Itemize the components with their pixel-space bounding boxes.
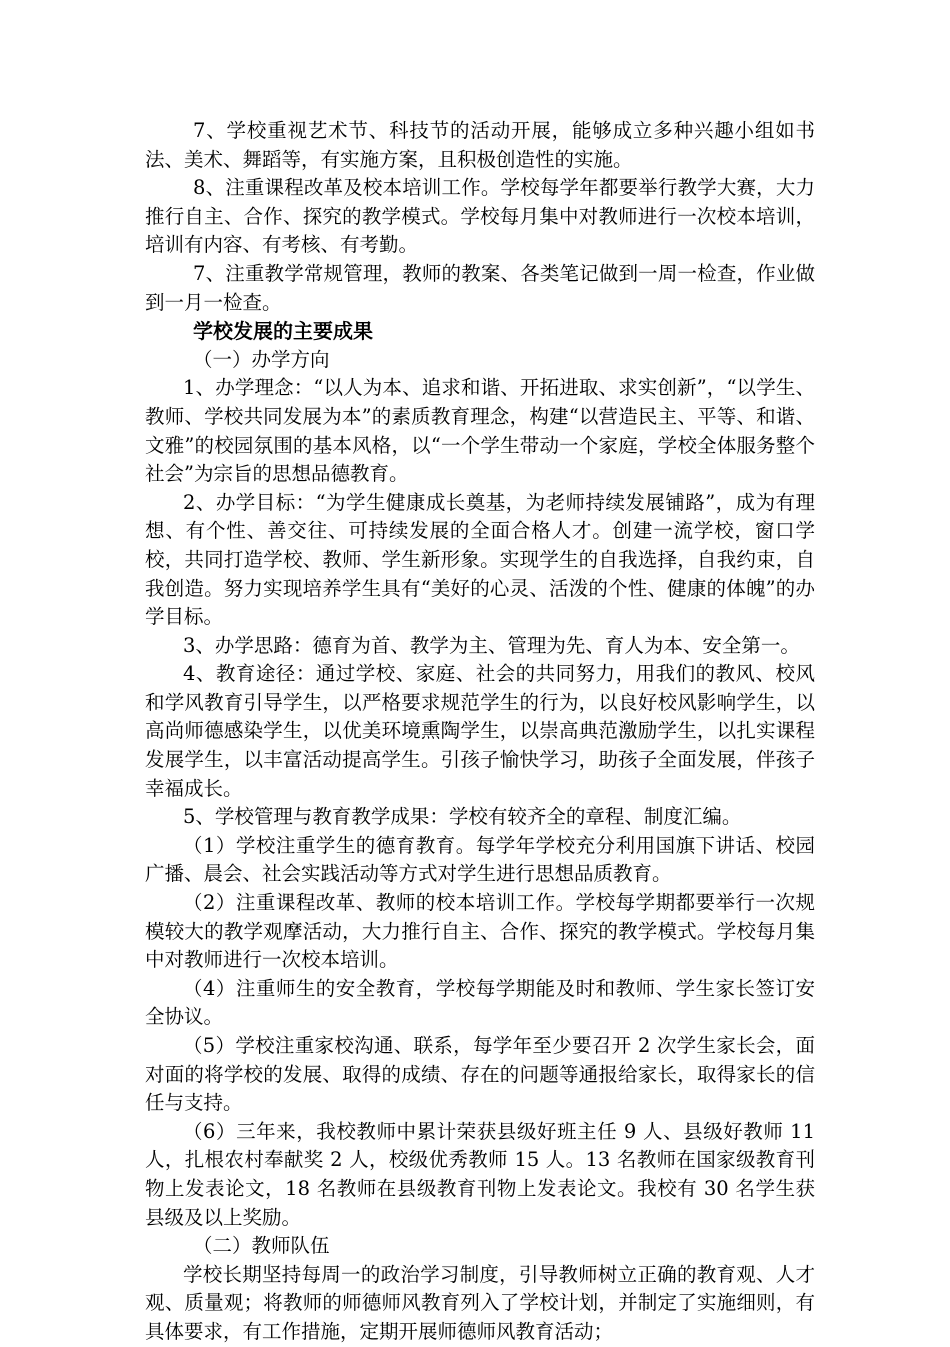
document-body bbox=[145, 117, 815, 1347]
paragraph-management: 5、学校管理与教育教学成果：学校有较齐全的章程、制度汇编。 bbox=[183, 805, 742, 829]
paragraph-goals: 2、办学目标：“为学生健康成长奠基，为老师持续发展铺路”，成为有理想、有个性、善交往、可持续发展的全面合格人才。创建一流学校，窗口学校，共同打造学校、教师、学生新形象。实现学生的自我选择，自我约束，自我创造。努力实现培养学生具有“美好的心灵、活泼的个性、健康的体魄”的办学目标。 bbox=[145, 490, 815, 629]
paragraph-approach: 3、办学思路：德育为首、教学为主、管理为先、育人为本、安全第一。 bbox=[183, 633, 800, 657]
paragraph-art-festival: 7、学校重视艺术节、科技节的活动开展，能够成立多种兴趣小组如书法、美术、舞蹈等，有实施方案，且积极创造性的实施。 bbox=[145, 119, 815, 171]
paragraph-home-school: （5）学校注重家校沟通、联系，每学年至少要召开 2 次学生家长会，面对面的将学校的发展、取得的成绩、存在的问题等通报给家长，取得家长的信任与支持。 bbox=[145, 1034, 815, 1115]
paragraph-philosophy: 1、办学理念：“以人为本、追求和谐、开拓进取、求实创新”，“以学生、教师、学校共同发展为本”的素质教育理念，构建“以营造民主、平等、和谐、文雅”的校园氛围的基本风格，以“一个学生带动一个家庭，学校全体服务整个社会”为宗旨的思想品德教育。 bbox=[145, 376, 815, 486]
paragraph-teaching-routine: 7、注重教学常规管理，教师的教案、各类笔记做到一周一检查，作业做到一月一检查。 bbox=[145, 261, 815, 314]
paragraph-achievements: （6）三年来，我校教师中累计荣获县级好班主任 9 人、县级好教师 11 人，扎根农村奉献奖 2 人，校级优秀教师 15 人。13 名教师在国家级教育刊物上发表论文，18 名教师在县级教育刊物上发表论文。我校有 30 名学生获县级及以上奖励。 bbox=[145, 1119, 815, 1229]
paragraph-curriculum-reform: 8、注重课程改革及校本培训工作。学校每学年都要举行教学大赛，大力推行自主、合作、探究的教学模式。学校每月集中对教师进行一次校本培训，培训有内容、有考核、有考勤。 bbox=[145, 176, 815, 257]
paragraph-moral-education: （1）学校注重学生的德育教育。每学年学校充分利用国旗下讲话、校园广播、晨会、社会实践活动等方式对学生进行思想品质教育。 bbox=[145, 833, 815, 886]
subheading-teachers: （二）教师队伍 bbox=[193, 1234, 330, 1258]
paragraph-teacher-study: 学校长期坚持每周一的政治学习制度，引导教师树立正确的教育观、人才观、质量观；将教师的师德师风教育列入了学校计划，并制定了实施细则，有具体要求，有工作措施，定期开展师德师风教育活动； bbox=[145, 1262, 815, 1343]
paragraph-safety: （4）注重师生的安全教育，学校每学期能及时和教师、学生家长签订安全协议。 bbox=[145, 976, 815, 1029]
paragraph-education-path: 4、教育途径：通过学校、家庭、社会的共同努力，用我们的教风、校风和学风教育引导学生，以严格要求规范学生的行为，以良好校风影响学生，以高尚师德感染学生，以优美环境熏陶学生，以崇高典范激励学生，以扎实课程发展学生，以丰富活动提高学生。引孩子愉快学习，助孩子全面发展，伴孩子幸福成长。 bbox=[145, 662, 815, 800]
paragraph-course-reform: （2）注重课程改革、教师的校本培训工作。学校每学期都要举行一次规模较大的教学观摩活动，大力推行自主、合作、探究的教学模式。学校每月集中对教师进行一次校本培训。 bbox=[145, 891, 815, 972]
section-heading: 学校发展的主要成果 bbox=[193, 319, 373, 344]
subheading-direction: （一）办学方向 bbox=[193, 347, 330, 371]
